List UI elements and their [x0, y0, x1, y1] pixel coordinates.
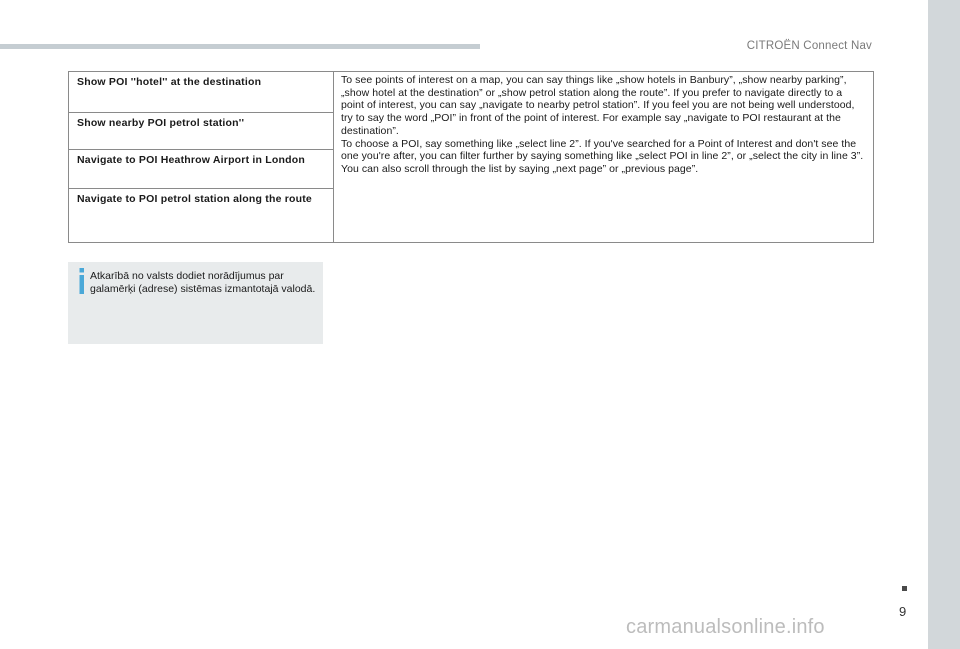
command-column: [69, 72, 334, 242]
voice-command-table: [68, 71, 874, 243]
info-text: Atkarībā no valsts dodiet norādījumus par galamērķi (adrese) sistēmas izmantotajā valodā.: [90, 270, 316, 295]
info-note: [68, 262, 323, 344]
watermark: carmanualsonline.info: [626, 616, 825, 638]
page-number: 9: [899, 604, 907, 619]
page-marker: [902, 586, 907, 591]
header-bar: [0, 44, 480, 49]
command-cell: Show POI ''hotel'' at the destination: [77, 76, 262, 88]
description-cell: [341, 74, 865, 176]
description-paragraph: To choose a POI, say something like „select line 2”. If you've searched for a Point of Interest and don't see the one you're after, you can filter further by saying something like „select POI in line 2”, or „select the city in line 3”. You can also scroll through the list by saying „next page” or „previous page”.: [341, 137, 864, 175]
command-cell: Navigate to POI Heathrow Airport in London: [77, 154, 305, 166]
header-title: CITROËN Connect Nav: [746, 40, 872, 52]
description-paragraph: To see points of interest on a map, you can say things like „show hotels in Banbury”, „show nearby parking”, „show hotel at the destination” or „show petrol station along the route”. If you prefer to navigate directly to a point of interest, you can say „navigate to nearby petrol station”. If you feel you are not being well understood, try to say the word „POI” in front of the point of interest. For example say „navigate to POI restaurant at the destination”.: [341, 74, 855, 137]
command-cell: Show nearby POI petrol station'': [77, 117, 245, 129]
info-icon: [76, 268, 88, 294]
side-strip: [928, 0, 960, 649]
command-cell: Navigate to POI petrol station along the route: [77, 193, 312, 205]
